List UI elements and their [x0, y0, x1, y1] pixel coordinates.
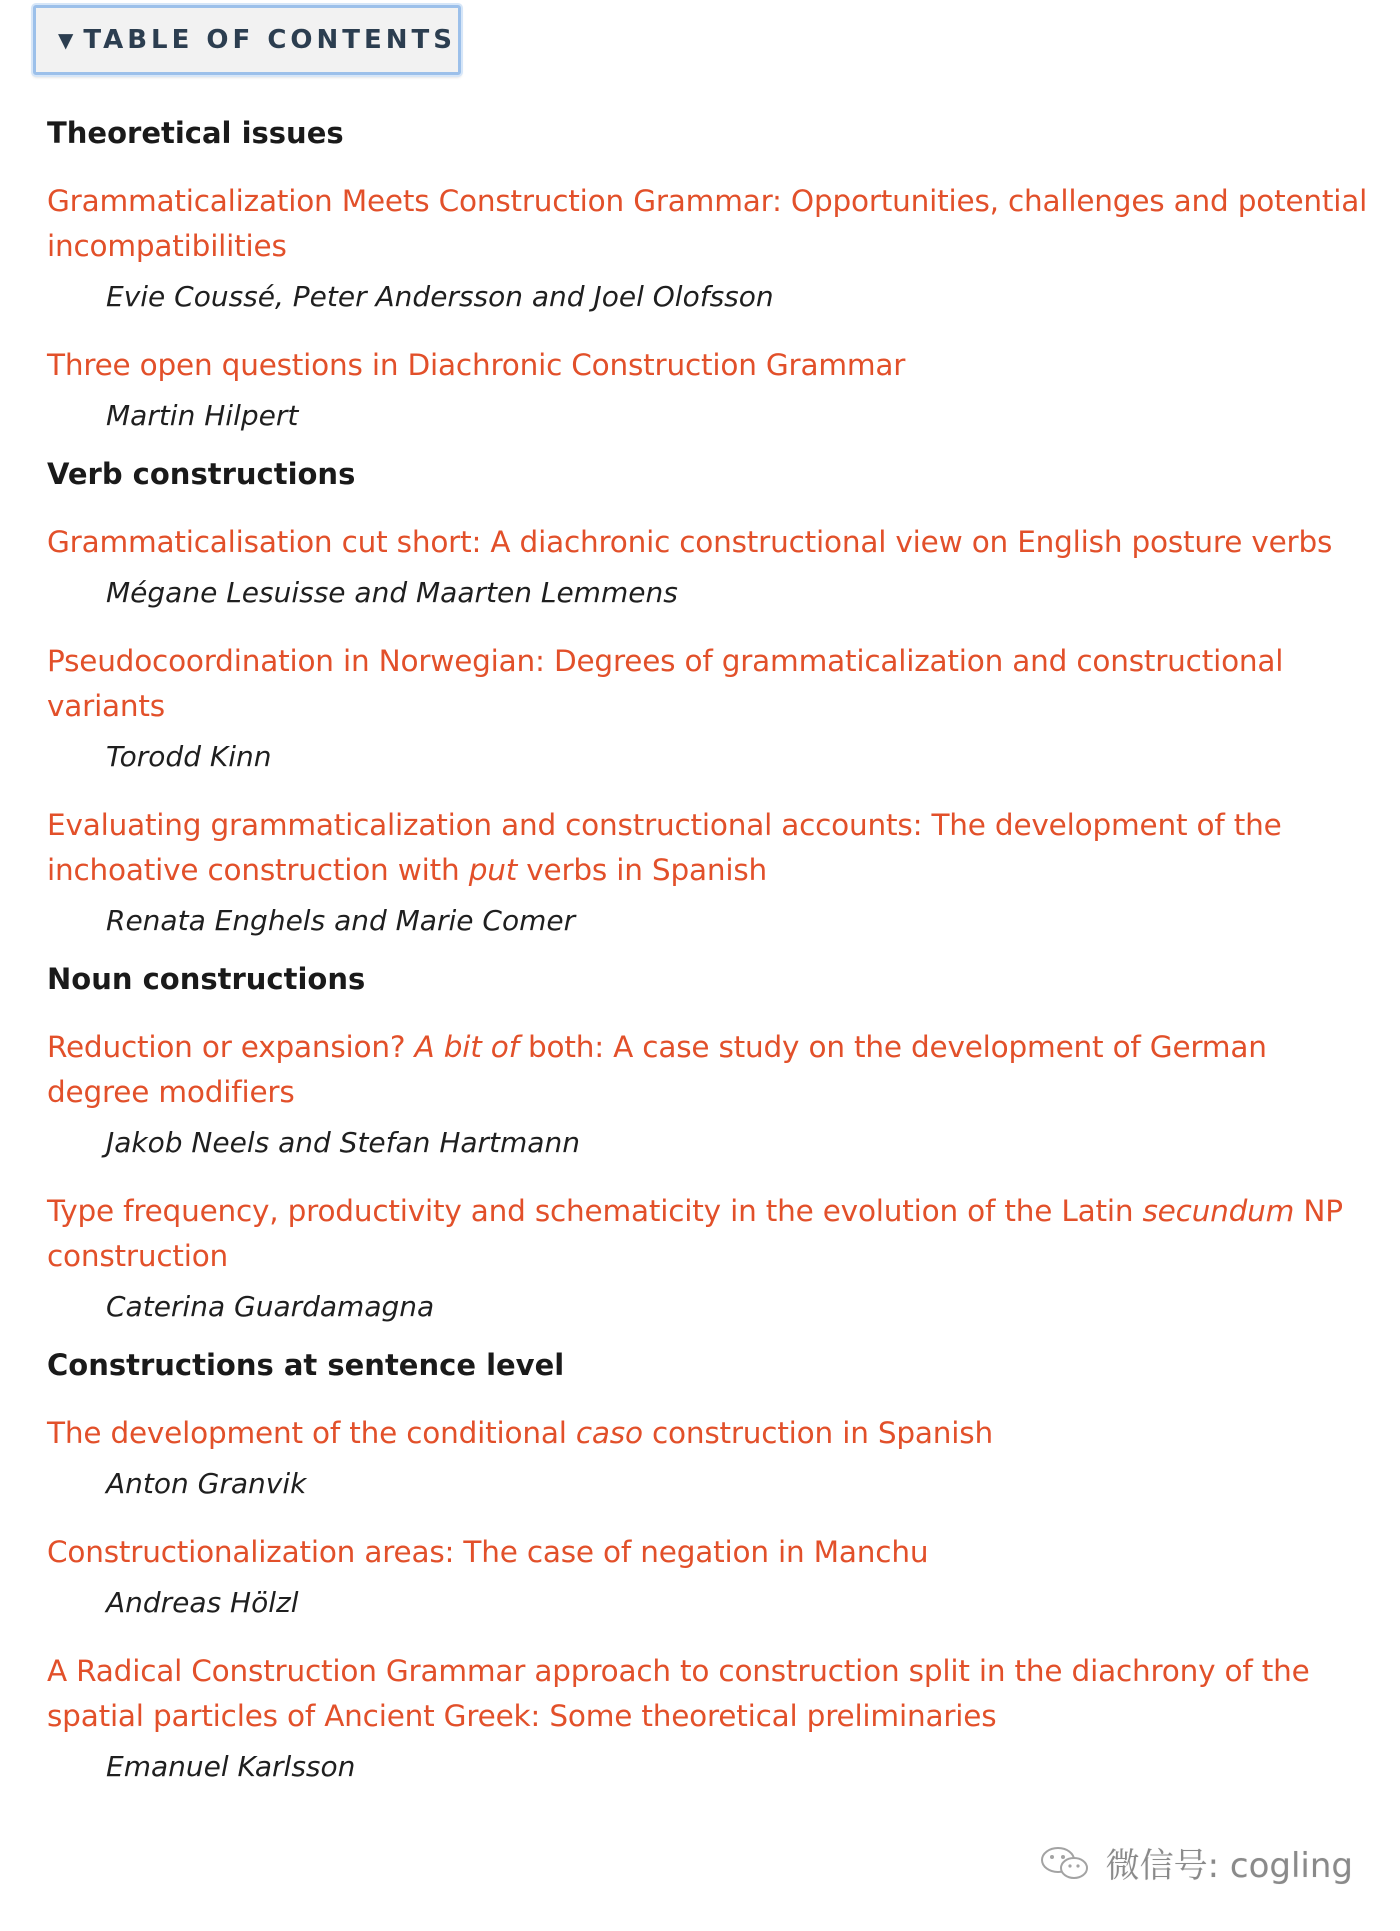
- article-title-link[interactable]: [47, 1411, 1377, 1456]
- article-title-link[interactable]: [47, 1189, 1377, 1279]
- toc-entry: [47, 803, 1377, 941]
- article-authors: Martin Hilpert: [106, 399, 299, 432]
- title-italic-part: secundum: [1142, 1194, 1295, 1228]
- title-part: construction in Spanish: [642, 1416, 993, 1450]
- article-title-link[interactable]: [47, 1649, 1377, 1739]
- toc-entry: [47, 639, 1377, 777]
- title-italic-part: put: [468, 853, 518, 887]
- wechat-icon: [1036, 1843, 1096, 1883]
- toc-entry: [47, 1649, 1377, 1787]
- title-part: NP construction: [47, 1194, 1343, 1273]
- article-title-link[interactable]: [47, 520, 1377, 565]
- title-part: Evaluating grammaticalization and constructional accounts: The development of the inchoative construction with: [47, 808, 1282, 887]
- toc-entry: [47, 179, 1377, 317]
- article-title-link[interactable]: [47, 639, 1377, 729]
- toc-entry: [47, 1530, 1377, 1623]
- article-authors: Emanuel Karlsson: [106, 1750, 356, 1783]
- section-heading: Verb constructions: [47, 457, 356, 491]
- table-of-contents-toggle[interactable]: [33, 5, 461, 75]
- title-part: Type frequency, productivity and schematicity in the evolution of the Latin: [47, 1194, 1143, 1228]
- title-part: A Radical Construction Grammar approach to construction split in the diachrony of the spatial particles of Ancient Greek: Some theoretical preliminaries: [47, 1654, 1310, 1733]
- article-authors: Anton Granvik: [106, 1467, 307, 1500]
- toc-entry: [47, 1189, 1377, 1327]
- title-part: The development of the conditional: [47, 1416, 576, 1450]
- article-authors: Caterina Guardamagna: [106, 1290, 435, 1323]
- watermark-text: 微信号: cogling: [1105, 1846, 1353, 1886]
- toc-entry: [47, 520, 1377, 613]
- section-heading: Noun constructions: [47, 962, 366, 996]
- article-authors: Andreas Hölzl: [106, 1586, 299, 1619]
- article-title-link[interactable]: [47, 1530, 1377, 1575]
- article-title-link[interactable]: [47, 179, 1377, 269]
- title-part: Reduction or expansion?: [47, 1030, 415, 1064]
- section-heading: Constructions at sentence level: [47, 1348, 565, 1382]
- article-authors: Torodd Kinn: [106, 740, 272, 773]
- watermark: [1036, 1838, 1353, 1887]
- title-italic-part: A bit of: [414, 1030, 519, 1064]
- toc-entry: [47, 343, 1377, 436]
- triangle-down-icon: ▼: [58, 28, 74, 52]
- toc-entry: [47, 1411, 1377, 1504]
- title-part: Constructionalization areas: The case of negation in Manchu: [47, 1535, 929, 1569]
- section-heading: Theoretical issues: [47, 116, 344, 150]
- title-part: both: A case study on the development of German degree modifiers: [47, 1030, 1267, 1109]
- article-authors: Renata Enghels and Marie Comer: [106, 904, 576, 937]
- article-authors: Evie Coussé, Peter Andersson and Joel Olofsson: [106, 280, 774, 313]
- article-authors: Mégane Lesuisse and Maarten Lemmens: [106, 576, 678, 609]
- title-part: Grammaticalisation cut short: A diachronic constructional view on English posture verbs: [47, 525, 1333, 559]
- toc-toggle-label: TABLE OF CONTENTS: [83, 25, 457, 55]
- title-part: Pseudocoordination in Norwegian: Degrees of grammaticalization and constructional variants: [47, 644, 1284, 723]
- article-title-link[interactable]: [47, 1025, 1377, 1115]
- article-authors: Jakob Neels and Stefan Hartmann: [106, 1126, 580, 1159]
- toc-list: [47, 95, 1377, 1787]
- title-part: Grammaticalization Meets Construction Grammar: Opportunities, challenges and potential incompatibilities: [47, 184, 1368, 263]
- title-part: verbs in Spanish: [517, 853, 768, 887]
- toc-entry: [47, 1025, 1377, 1163]
- title-part: Three open questions in Diachronic Construction Grammar: [47, 348, 906, 382]
- article-title-link[interactable]: [47, 803, 1377, 893]
- article-title-link[interactable]: [47, 343, 1377, 388]
- title-italic-part: caso: [575, 1416, 643, 1450]
